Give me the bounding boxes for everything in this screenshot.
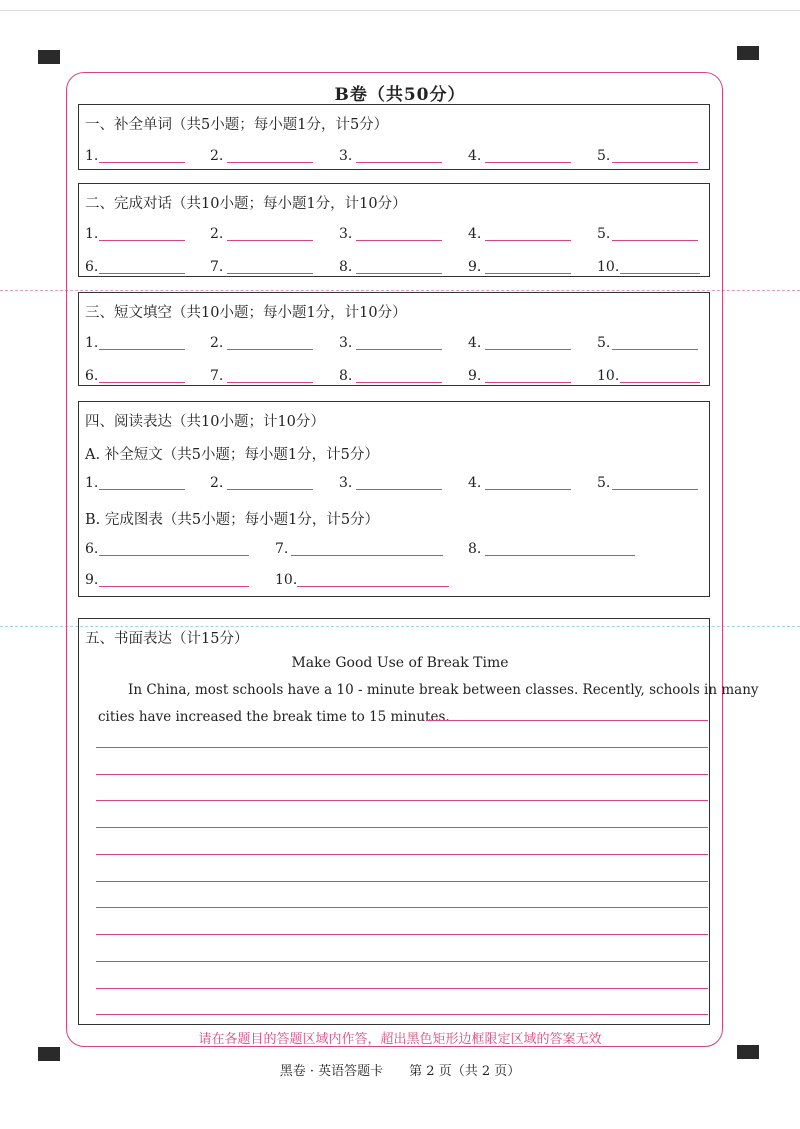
page-edge (0, 10, 800, 11)
answer-line[interactable] (485, 162, 571, 163)
question-number: 9. (468, 259, 482, 275)
answer-line[interactable] (620, 273, 700, 274)
section-1 (78, 104, 710, 170)
writing-line[interactable] (96, 747, 708, 748)
answer-line[interactable] (356, 382, 442, 383)
question-number: 8. (339, 368, 353, 384)
question-number: 2. (210, 475, 224, 491)
writing-line[interactable] (96, 961, 708, 962)
question-number: 7. (210, 368, 224, 384)
answer-area-warning: 请在各题目的答题区域内作答，超出黑色矩形边框限定区域的答案无效 (198, 1032, 602, 1047)
question-number: 5. (597, 335, 611, 351)
question-number: 2. (210, 148, 224, 164)
question-number: 10. (597, 368, 620, 384)
question-number: 1. (85, 148, 99, 164)
essay-prompt-line: cities have increased the break time to 15 minutes. (98, 709, 450, 725)
question-number: 1. (85, 475, 99, 491)
question-number: 6. (85, 541, 99, 557)
question-number: 5. (597, 148, 611, 164)
question-number: 7. (210, 259, 224, 275)
answer-line[interactable] (485, 382, 571, 383)
answer-line[interactable] (485, 555, 635, 556)
writing-line[interactable] (96, 907, 708, 908)
essay-title: Make Good Use of Break Time (291, 655, 509, 671)
registration-mark (38, 1047, 60, 1061)
question-number: 4. (468, 335, 482, 351)
section-heading: 二、完成对话（共10小题；每小题1分，计10分） (85, 196, 407, 212)
question-number: 6. (85, 259, 99, 275)
question-number: 1. (85, 226, 99, 242)
question-number: 5. (597, 475, 611, 491)
question-number: 3. (339, 335, 353, 351)
question-number: 4. (468, 475, 482, 491)
answer-line[interactable] (99, 586, 249, 587)
writing-line[interactable] (96, 1014, 708, 1015)
question-number: 2. (210, 226, 224, 242)
section-2 (78, 183, 710, 277)
answer-line[interactable] (99, 349, 185, 350)
answer-line[interactable] (227, 240, 313, 241)
answer-line[interactable] (356, 240, 442, 241)
question-number: 5. (597, 226, 611, 242)
answer-line[interactable] (356, 349, 442, 350)
section-heading: 一、补全单词（共5小题；每小题1分，计5分） (85, 117, 389, 133)
writing-line[interactable] (96, 854, 708, 855)
answer-line[interactable] (356, 273, 442, 274)
writing-line[interactable] (96, 774, 708, 775)
answer-line[interactable] (356, 489, 442, 490)
question-number: 3. (339, 475, 353, 491)
question-number: 9. (468, 368, 482, 384)
question-number: 2. (210, 335, 224, 351)
page-footer: 黑卷 · 英语答题卡 第 2 页（共 2 页） (279, 1064, 521, 1079)
question-number: 1. (85, 335, 99, 351)
answer-line[interactable] (99, 382, 185, 383)
question-number: 8. (468, 541, 482, 557)
subsection-heading: A. 补全短文（共5小题；每小题1分，计5分） (85, 447, 379, 463)
answer-line[interactable] (227, 489, 313, 490)
answer-line[interactable] (99, 555, 249, 556)
essay-prompt-line: In China, most schools have a 10 - minute break between classes. Recently, schools in many (128, 682, 759, 698)
subsection-heading: B. 完成图表（共5小题；每小题1分，计5分） (85, 512, 380, 528)
question-number: 4. (468, 148, 482, 164)
question-number: 3. (339, 226, 353, 242)
registration-mark (737, 46, 759, 60)
writing-line[interactable] (426, 720, 708, 721)
question-number: 6. (85, 368, 99, 384)
answer-line[interactable] (99, 162, 185, 163)
registration-mark (737, 1045, 759, 1059)
answer-line[interactable] (99, 489, 185, 490)
writing-line[interactable] (96, 881, 708, 882)
writing-line[interactable] (96, 988, 708, 989)
section-heading: 五、书面表达（计15分） (85, 631, 249, 647)
section-5 (78, 618, 710, 1025)
question-number: 7. (275, 541, 289, 557)
writing-line[interactable] (96, 934, 708, 935)
section-4 (78, 401, 710, 597)
answer-line[interactable] (612, 489, 698, 490)
answer-line[interactable] (291, 555, 443, 556)
question-number: 9. (85, 572, 99, 588)
answer-line[interactable] (99, 240, 185, 241)
answer-line[interactable] (485, 489, 571, 490)
answer-line[interactable] (227, 273, 313, 274)
answer-line[interactable] (297, 586, 449, 587)
question-number: 8. (339, 259, 353, 275)
question-number: 10. (275, 572, 298, 588)
section-3 (78, 292, 710, 386)
section-heading: 四、阅读表达（共10小题；计10分） (85, 414, 325, 430)
answer-line[interactable] (485, 349, 571, 350)
section-heading: 三、短文填空（共10小题；每小题1分，计10分） (85, 305, 407, 321)
answer-line[interactable] (612, 349, 698, 350)
answer-line[interactable] (227, 349, 313, 350)
registration-mark (38, 50, 60, 64)
answer-line[interactable] (612, 240, 698, 241)
answer-line[interactable] (485, 273, 571, 274)
writing-line[interactable] (96, 827, 708, 828)
question-number: 4. (468, 226, 482, 242)
answer-line[interactable] (620, 382, 700, 383)
question-number: 3. (339, 148, 353, 164)
question-number: 10. (597, 259, 620, 275)
answer-line[interactable] (227, 382, 313, 383)
answer-line[interactable] (612, 162, 698, 163)
answer-line[interactable] (99, 273, 185, 274)
answer-line[interactable] (485, 240, 571, 241)
writing-line[interactable] (96, 800, 708, 801)
answer-line[interactable] (227, 162, 313, 163)
paper-title: B卷（共50分） (334, 85, 466, 105)
answer-line[interactable] (356, 162, 442, 163)
